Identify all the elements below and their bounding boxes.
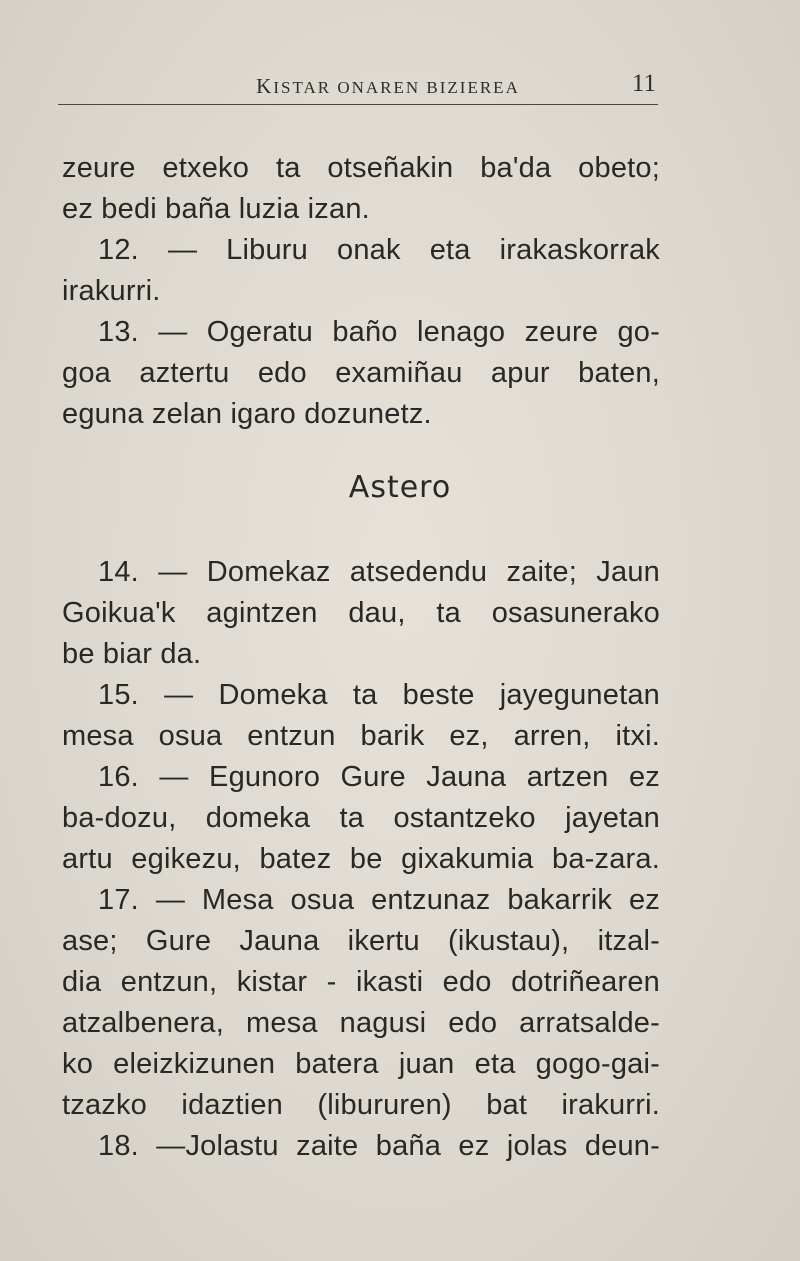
text-line: atzalbenera, mesa nagusi edo arratsalde- — [62, 1007, 660, 1039]
text-line: Goikua'k agintzen dau, ta osasunerako — [62, 597, 660, 629]
text-line: ko eleizkizunen batera juan eta gogo-gai- — [62, 1048, 660, 1080]
text-line: 18. —Jolastu zaite baña ez jolas deun- — [98, 1130, 660, 1162]
running-title-initial: K — [256, 74, 274, 98]
text-line: mesa osua entzun barik ez, arren, itxi. — [62, 720, 660, 752]
text-line: eguna zelan igaro dozunetz. — [62, 398, 432, 430]
running-title — [218, 74, 558, 99]
header-rule — [58, 104, 658, 105]
text-line: ase; Gure Jauna ikertu (ikustau), itzal- — [62, 925, 660, 957]
running-title-rest: ISTAR ONAREN BIZIEREA — [273, 78, 520, 97]
text-line: tzazko idaztien (libururen) bat irakurri. — [62, 1089, 660, 1121]
text-line: goa aztertu edo examiñau apur baten, — [62, 357, 660, 389]
section-heading: Astero — [348, 470, 452, 505]
text-line: ba-dozu, domeka ta ostantzeko jayetan — [62, 802, 660, 834]
text-line: ez bedi baña luzia izan. — [62, 193, 370, 225]
text-block-2 — [62, 552, 660, 1167]
text-block-1 — [62, 148, 660, 435]
text-line: 15. — Domeka ta beste jayegunetan — [98, 679, 660, 711]
text-line: zeure etxeko ta otseñakin ba'da obeto; — [62, 152, 660, 184]
text-line: 17. — Mesa osua entzunaz bakarrik ez — [98, 884, 660, 916]
text-line: dia entzun, kistar - ikasti edo dotriñearen — [62, 966, 660, 998]
text-line: 16. — Egunoro Gure Jauna artzen ez — [98, 761, 660, 793]
text-line: be biar da. — [62, 638, 202, 670]
page-header — [58, 70, 658, 112]
text-line: 12. — Liburu onak eta irakaskorrak — [98, 234, 660, 266]
page-number: 11 — [631, 70, 656, 97]
text-line: 14. — Domekaz atsedendu zaite; Jaun — [98, 556, 660, 588]
text-line: artu egikezu, batez be gixakumia ba-zara. — [62, 843, 660, 875]
text-line: irakurri. — [62, 275, 161, 307]
text-line: 13. — Ogeratu baño lenago zeure go- — [98, 316, 660, 348]
